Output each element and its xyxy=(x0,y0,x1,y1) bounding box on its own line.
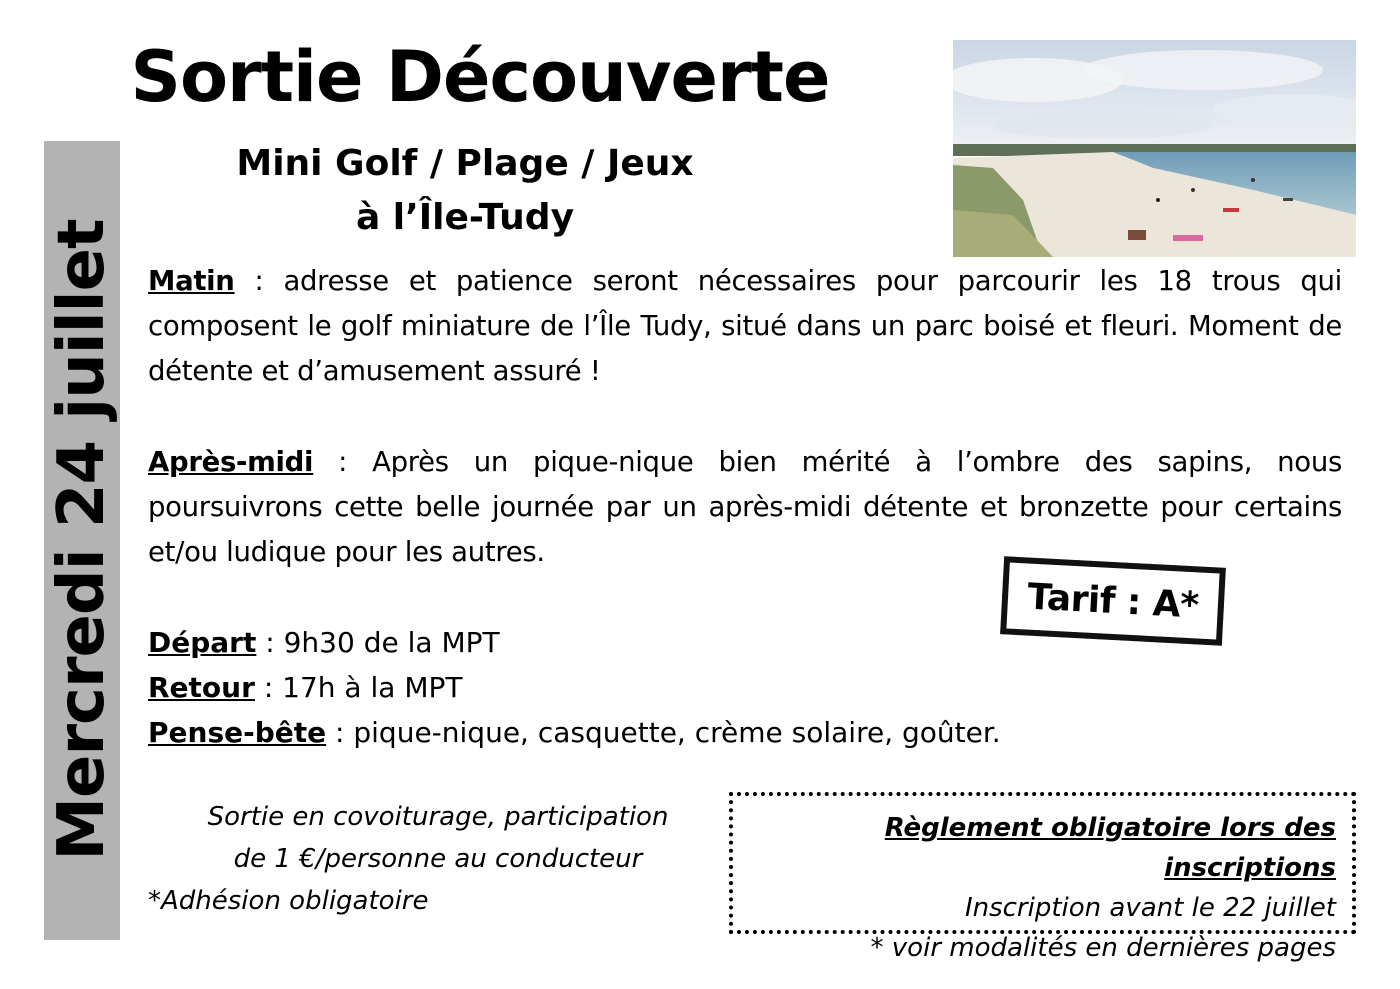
carpool-line-1: Sortie en covoiturage, participation xyxy=(207,802,669,832)
carpool-note xyxy=(148,796,728,922)
carpool-line-2: de 1 €/personne au conducteur xyxy=(233,844,643,874)
practical-info xyxy=(148,620,1001,755)
subtitle-activities: Mini Golf / Plage / Jeux xyxy=(236,143,694,184)
morning-text: : adresse et patience seront nécessaires pour parcourir les 18 trous qui composent le golf miniature de l’Île Tudy, situé dans un parc boisé et fleuri. Moment de détente et d’amusement assuré ! xyxy=(148,265,1342,387)
return-text: : 17h à la MPT xyxy=(254,671,463,704)
afternoon-text: : Après un pique-nique bien mérité à l’ombre des sapins, nous poursuivrons cette belle journée par un après-midi détente et bronzette pour certains et/ou ludique pour les autres. xyxy=(148,446,1342,568)
return-label: Retour xyxy=(148,671,255,704)
beach-photo xyxy=(953,40,1356,257)
page-title: Sortie Découverte xyxy=(130,36,830,118)
payment-notice-box xyxy=(729,792,1356,963)
price-stamp xyxy=(1000,556,1226,646)
afternoon-label: Après-midi xyxy=(148,446,314,478)
morning-label: Matin xyxy=(148,265,235,297)
departure-row xyxy=(148,620,1001,665)
morning-paragraph xyxy=(148,259,1342,394)
subtitle-location: à l’Île-Tudy xyxy=(355,197,575,238)
terms-reference: * voir modalités en dernières pages xyxy=(870,933,1336,963)
reminder-text: : pique-nique, casquette, crème solaire, goûter. xyxy=(326,716,1001,749)
return-row xyxy=(148,665,1001,710)
departure-label: Départ xyxy=(148,626,257,659)
membership-note: *Adhésion obligatoire xyxy=(148,886,429,916)
departure-text: : 9h30 de la MPT xyxy=(256,626,500,659)
date-label: Mercredi 24 juillet xyxy=(45,219,119,861)
reminder-row xyxy=(148,710,1001,755)
registration-deadline: Inscription avant le 22 juillet xyxy=(964,893,1336,923)
subtitle xyxy=(150,137,780,245)
afternoon-paragraph xyxy=(148,440,1342,575)
price-label: Tarif : A* xyxy=(1026,576,1200,626)
reminder-label: Pense-bête xyxy=(148,716,327,749)
payment-notice-title: Règlement obligatoire lors des inscriptions xyxy=(884,813,1336,883)
